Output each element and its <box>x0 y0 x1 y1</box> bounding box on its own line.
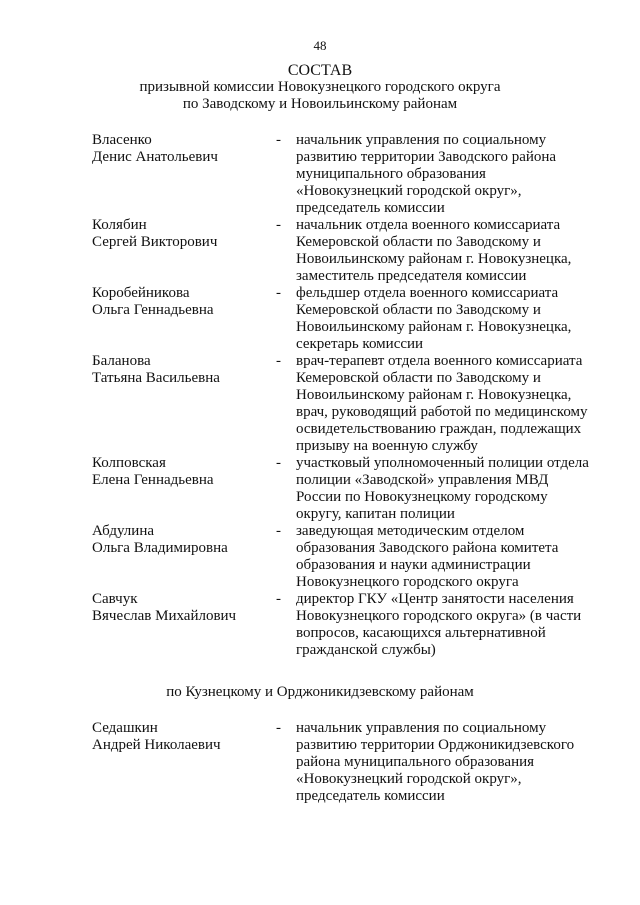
document-title <box>0 62 640 113</box>
member-surname: Колповская <box>92 455 166 471</box>
member-role-line: врач-терапевт отдела военного комиссариата <box>296 353 583 369</box>
member-role-line: председатель комиссии <box>296 788 445 804</box>
member-role-line: «Новокузнецкий городской округ», <box>296 183 522 199</box>
member-role <box>296 217 602 285</box>
member-role-line: заместитель председателя комиссии <box>296 268 527 284</box>
member-role-line: образования и науки администрации <box>296 557 531 573</box>
member-dash: - <box>276 591 281 607</box>
member-role-line: врач, руководящий работой по медицинскому <box>296 404 588 420</box>
member-role-line: района муниципального образования <box>296 754 535 770</box>
member-given-name: Елена Геннадьевна <box>92 472 214 488</box>
member-role-line: председатель комиссии <box>296 200 445 216</box>
title-line-2: по Заводскому и Новоильинскому районам <box>182 96 458 112</box>
member-dash: - <box>276 523 281 539</box>
member-given-name: Ольга Геннадьевна <box>92 302 214 318</box>
member-role-line: фельдшер отдела военного комиссариата <box>296 285 559 301</box>
member-name <box>92 523 276 591</box>
member-role <box>296 455 602 523</box>
member-given-name: Сергей Викторович <box>92 234 218 250</box>
member-name <box>92 591 276 659</box>
member-surname: Савчук <box>92 591 138 607</box>
member-role-line: России по Новокузнецкому городскому <box>296 489 548 505</box>
member-surname: Седашкин <box>92 720 158 736</box>
title-heading: СОСТАВ <box>287 62 353 79</box>
member-surname: Абдулина <box>92 523 154 539</box>
member-role-line: гражданской службы) <box>296 642 436 658</box>
member-list-zavodskoy <box>92 132 612 659</box>
member-role-line: призыву на военную службу <box>296 438 478 454</box>
member-name <box>92 285 276 353</box>
member-dash: - <box>276 132 281 148</box>
member-role-line: Кемеровской области по Заводскому и <box>296 370 541 386</box>
member-name <box>92 720 276 805</box>
member-dash: - <box>276 353 281 369</box>
member-role <box>296 591 602 659</box>
member-given-name: Ольга Владимировна <box>92 540 228 556</box>
member-role-line: образования Заводского района комитета <box>296 540 559 556</box>
member-role-line: Новоильинскому районам г. Новокузнецка, <box>296 387 572 403</box>
member-role-line: Кемеровской области по Заводскому и <box>296 302 541 318</box>
member-role-line: «Новокузнецкий городской округ», <box>296 771 522 787</box>
member-entry <box>92 217 612 285</box>
member-surname: Коробейникова <box>92 285 190 301</box>
member-role-line: участковый уполномоченный полиции отдела <box>296 455 589 471</box>
member-role <box>296 353 602 455</box>
member-given-name: Денис Анатольевич <box>92 149 218 165</box>
member-list-kuznetsky <box>92 720 612 805</box>
member-dash: - <box>276 720 281 736</box>
member-role-line: муниципального образования <box>296 166 486 182</box>
member-dash: - <box>276 455 281 471</box>
section-heading-kuznetsky: по Кузнецкому и Орджоникидзевскому районам <box>166 684 474 700</box>
member-name <box>92 455 276 523</box>
member-role-line: Новокузнецкого городского округа <box>296 574 519 590</box>
member-entry <box>92 523 612 591</box>
title-line-1: призывной комиссии Новокузнецкого городского округа <box>139 79 501 95</box>
member-role-line: развитию территории Заводского района <box>296 149 557 165</box>
member-entry <box>92 455 612 523</box>
member-name <box>92 217 276 285</box>
page-number: 48 <box>313 38 327 53</box>
member-entry <box>92 591 612 659</box>
member-dash: - <box>276 285 281 301</box>
member-given-name: Андрей Николаевич <box>92 737 221 753</box>
member-role-line: Кемеровской области по Заводскому и <box>296 234 541 250</box>
member-role-line: вопросов, касающихся альтернативной <box>296 625 546 641</box>
member-role-line: Новоильинскому районам г. Новокузнецка, <box>296 251 572 267</box>
member-role <box>296 132 602 217</box>
member-name <box>92 353 276 455</box>
member-role-line: секретарь комиссии <box>296 336 424 352</box>
member-given-name: Татьяна Васильевна <box>92 370 220 386</box>
member-surname: Баланова <box>92 353 151 369</box>
member-name <box>92 132 276 217</box>
member-role <box>296 523 602 591</box>
member-entry <box>92 285 612 353</box>
member-role <box>296 285 602 353</box>
member-entry <box>92 132 612 217</box>
member-role-line: директор ГКУ «Центр занятости населения <box>296 591 574 607</box>
member-dash: - <box>276 217 281 233</box>
member-given-name: Вячеслав Михайлович <box>92 608 237 624</box>
member-role-line: полиции «Заводской» управления МВД <box>296 472 549 488</box>
member-role-line: освидетельствованию граждан, подлежащих <box>296 421 582 437</box>
member-role-line: заведующая методическим отделом <box>296 523 525 539</box>
member-surname: Колябин <box>92 217 147 233</box>
member-role-line: Новокузнецкого городского округа» (в части <box>296 608 582 624</box>
member-entry <box>92 720 612 805</box>
member-role-line: округу, капитан полиции <box>296 506 455 522</box>
member-entry <box>92 353 612 455</box>
member-role-line: развитию территории Орджоникидзевского <box>296 737 575 753</box>
member-role <box>296 720 602 805</box>
member-role-line: Новоильинскому районам г. Новокузнецка, <box>296 319 572 335</box>
member-role-line: начальник управления по социальному <box>296 132 547 148</box>
member-surname: Власенко <box>92 132 152 148</box>
member-role-line: начальник управления по социальному <box>296 720 547 736</box>
member-role-line: начальник отдела военного комиссариата <box>296 217 561 233</box>
